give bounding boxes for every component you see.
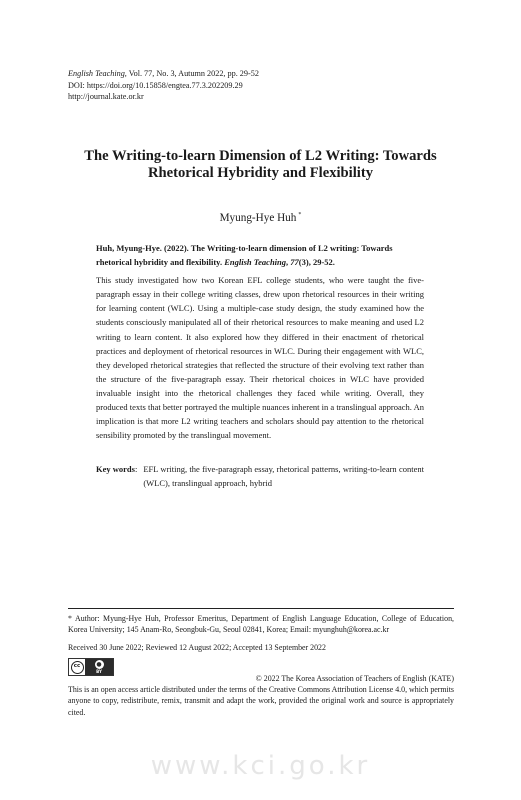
author-name: Myung-Hye Huh xyxy=(219,212,297,224)
author-footnote-mark: * xyxy=(298,212,302,219)
journal-name: English Teaching xyxy=(68,69,125,78)
paper-title xyxy=(40,148,481,182)
journal-url: http://journal.kate.or.kr xyxy=(68,92,144,101)
received-dates: Received 30 June 2022; Reviewed 12 August 2022; Accepted 13 September 2022 xyxy=(68,643,326,652)
citation-journal: English Teaching xyxy=(224,257,287,268)
license-text: This is an open access article distributed under the terms of the Creative Commons Attribution License 4.0, which permits anyone to copy, redistribute, remix, transmit and adapt the work, provided the original work and source is appropriately cited. xyxy=(68,685,454,717)
cc-logo-icon: cc xyxy=(69,659,85,675)
abstract-text: This study investigated how two Korean EFL college students, who were taught the five-paragraph essay in their college writing classes, drew upon rhetorical resources in their writing for learning content (WLC). Using a multiple-case study design, the study examined how the students consciously manipulated all of their rhetorical resources to make meaning and used L2 writing to learn content. It also explored how they differed in their enactment of rhetorical practices and deployment of rhetorical resources in WLC. During their engagement with WLC, they developed rhetorical strategies that reflected the structure of their evolving text rather than the structure of the five-paragraph essay. Their rhetorical choices in WLC have provided invaluable insight into the rhetorical challenges they faced while writing. Overall, they produced texts that better portrayed the multiple nuances inherent in a translingual approach. An implication is that more L2 writing teachers and scholars should pay attention to the rhetorical sensibility promoted by the translingual movement. xyxy=(96,275,424,441)
citation-sep: , xyxy=(286,257,291,268)
title-line-2: Rhetorical Hybridity and Flexibility xyxy=(148,165,373,181)
journal-citation-line xyxy=(68,68,259,80)
person-icon: ● xyxy=(96,661,102,668)
citation xyxy=(96,241,424,269)
abstract-section xyxy=(96,241,424,442)
keywords-label: Key words: xyxy=(96,464,138,474)
volume-info: , Vol. 77, No. 3, Autumn 2022, pp. 29-52 xyxy=(124,69,259,78)
citation-suffix: (3), 29-52. xyxy=(298,257,335,268)
doi-line: DOI: https://doi.org/10.15858/engtea.77.3.202209.29 xyxy=(68,80,243,90)
author-line xyxy=(0,212,521,224)
author-footnote: * Author: Myung-Hye Huh, Professor Emeritus, Department of English Language Education, College of Education, Korea University; 145 Anam-Ro, Seongbuk-Gu, Seoul 02841, Korea; Email: myunghuh@korea.ac.kr xyxy=(68,614,454,635)
keywords-block xyxy=(96,462,424,490)
citation-prefix: Huh, Myung-Hye. (2022). The Writing-to-learn dimension of L2 writing: Towards rhetorical hybridity and flexibility. xyxy=(96,243,393,268)
kci-watermark: www.kci.go.kr xyxy=(150,751,371,781)
journal-header xyxy=(68,68,259,103)
keywords-text: EFL writing, the five-paragraph essay, rhetorical patterns, writing-to-learn content (WLC), translingual approach, hybrid xyxy=(143,464,424,489)
citation-volume: 77 xyxy=(290,257,299,268)
keywords-colon: : xyxy=(134,464,138,474)
title-line-1: The Writing-to-learn Dimension of L2 Writing: Towards xyxy=(84,148,437,164)
copyright-line: © 2022 The Korea Association of Teachers of English (KATE) xyxy=(255,674,454,683)
footnote-divider xyxy=(68,608,454,609)
by-label: BY xyxy=(96,669,102,674)
